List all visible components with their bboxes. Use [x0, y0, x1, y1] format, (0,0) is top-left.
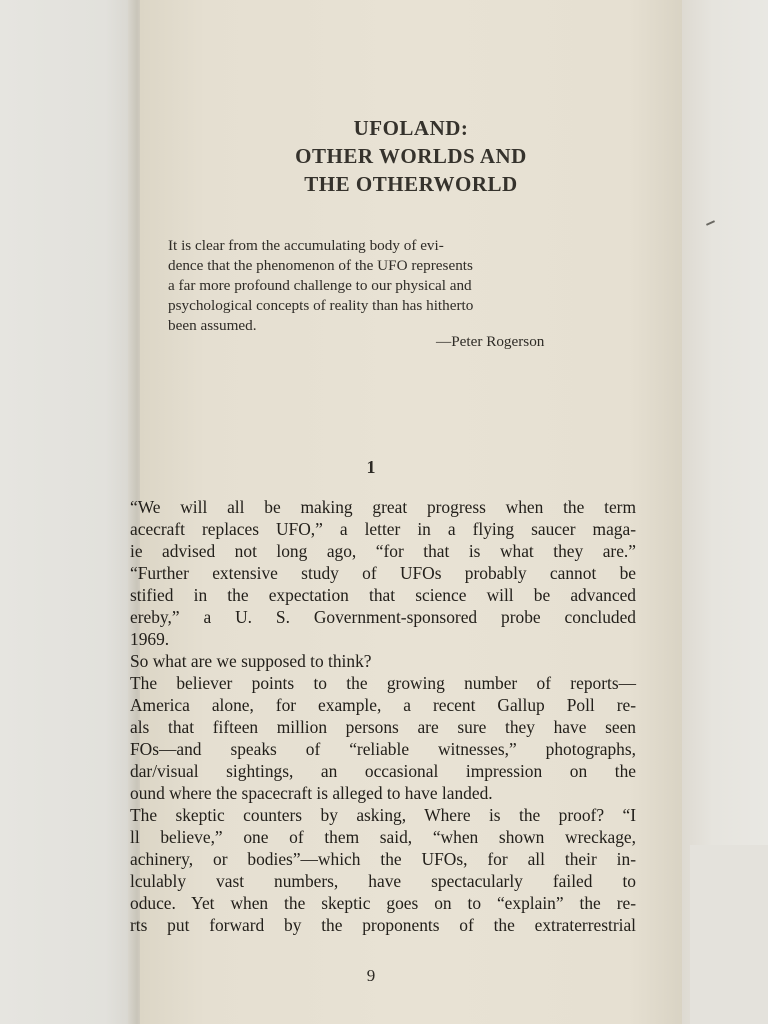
epigraph — [168, 236, 580, 336]
epigraph-line: psychological concepts of reality than has hitherto — [168, 297, 474, 314]
book-page — [130, 0, 682, 1024]
epigraph-line: dence that the phenomenon of the UFO represents — [168, 257, 473, 274]
body-line: “We will all be making great progress when the term — [130, 497, 636, 517]
body-line: ll believe,” one of them said, “when shown wreckage, — [130, 827, 636, 847]
body-line: als that fifteen million persons are sure they have seen — [130, 717, 636, 737]
body-line: achinery, or bodies”—which the UFOs, for all their in- — [130, 849, 636, 869]
body-line: The skeptic counters by asking, Where is the proof? “I — [130, 805, 636, 825]
body-line: rts put forward by the proponents of the extraterrestrial — [130, 915, 636, 935]
epigraph-line: It is clear from the accumulating body of evi- — [168, 237, 444, 254]
body-line: 1969. — [130, 629, 170, 649]
body-line: oduce. Yet when the skeptic goes on to “explain” the re- — [130, 893, 636, 913]
body-line: ereby,” a U. S. Government-sponsored probe concluded — [130, 607, 636, 627]
body-line: So what are we supposed to think? — [130, 651, 372, 671]
body-line: ie advised not long ago, “for that is what they are.” — [130, 541, 636, 561]
body-line: The believer points to the growing number of reports— — [130, 673, 636, 693]
body-line: America alone, for example, a recent Gallup Poll re- — [130, 695, 636, 715]
body-line: acecraft replaces UFO,” a letter in a flying saucer maga- — [130, 519, 636, 539]
epigraph-attribution: —Peter Rogerson — [436, 333, 545, 350]
chapter-title-line-1: UFOLAND: — [353, 116, 469, 140]
body-line: “Further extensive study of UFOs probably cannot be — [130, 563, 636, 583]
chapter-title-line-3: THE OTHERWORLD — [304, 172, 518, 196]
epigraph-line: a far more profound challenge to our physical and — [168, 277, 472, 294]
chapter-number: 1 — [366, 457, 376, 477]
body-line: lculably vast numbers, have spectacularly failed to — [130, 871, 636, 891]
epigraph-line: been assumed. — [168, 317, 257, 334]
chapter-title-line-2: OTHER WORLDS AND — [295, 144, 527, 168]
body-line: dar/visual sightings, an occasional impression on the — [130, 761, 636, 781]
page-number: 9 — [366, 966, 376, 985]
background-object — [690, 845, 768, 1024]
body-line: stified in the expectation that science will be advanced — [130, 585, 636, 605]
body-line: ound where the spacecraft is alleged to have landed. — [130, 783, 493, 803]
body-line: FOs—and speaks of “reliable witnesses,” photographs, — [130, 739, 636, 759]
body-text — [130, 496, 636, 936]
facing-blank-page — [0, 0, 140, 1024]
